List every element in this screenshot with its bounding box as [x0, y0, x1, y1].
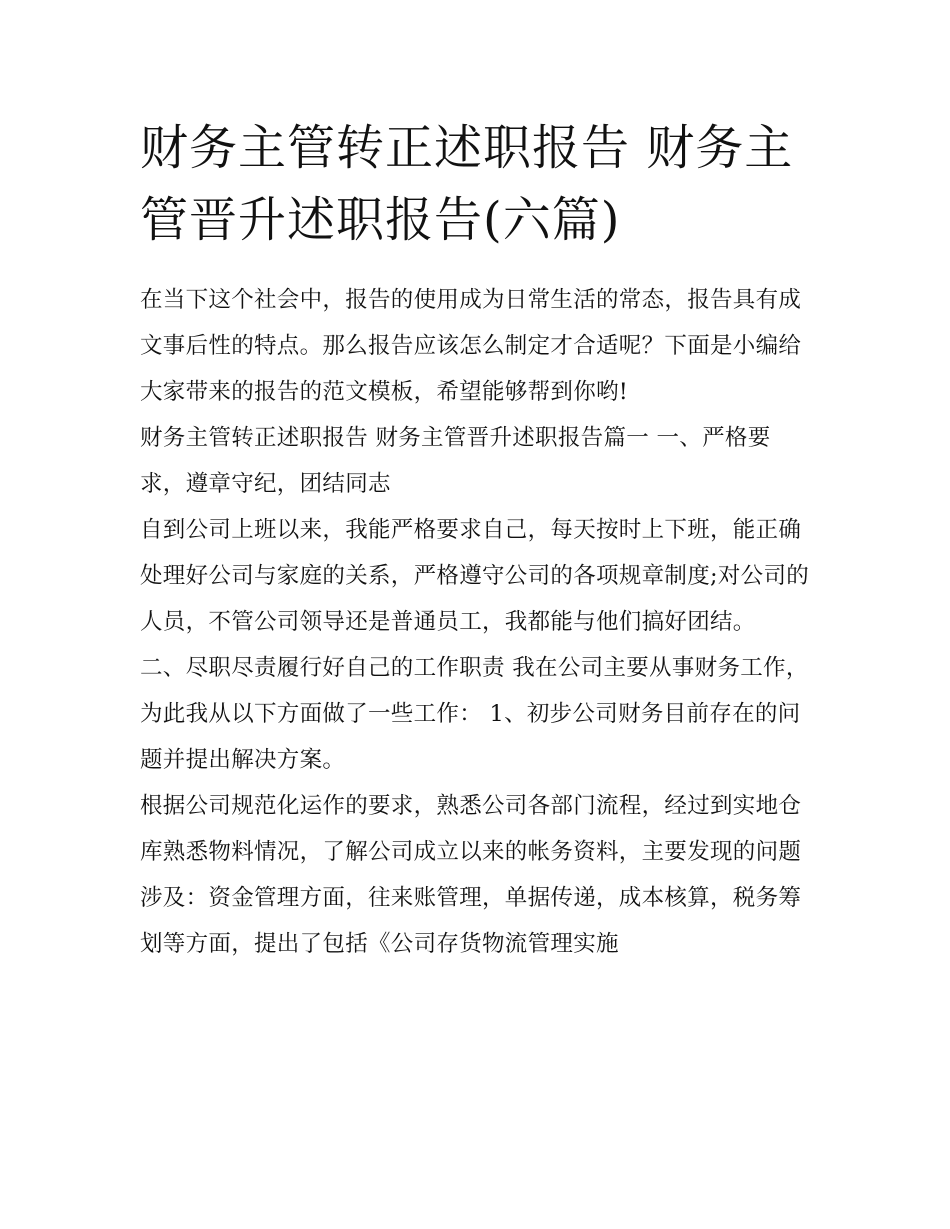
section-heading-paragraph: 二、尽职尽责履行好自己的工作职责 我在公司主要从事财务工作，为此我从以下方面做了一些工作： 1、初步公司财务目前存在的问题并提出解决方案。	[140, 655, 809, 773]
body-paragraph: 根据公司规范化运作的要求，熟悉公司各部门流程，经过到实地仓库熟悉物料情况，了解公司成立以来的帐务资料，主要发现的问题涉及：资金管理方面，往来账管理，单据传递，成本核算，税务筹划等方面，提出了包括《公司存货物流管理实施	[140, 793, 802, 957]
intro-paragraph: 在当下这个社会中，报告的使用成为日常生活的常态，报告具有成文事后性的特点。那么报告应该怎么制定才合适呢？下面是小编给大家带来的报告的范文模板，希望能够帮到你哟!	[140, 287, 802, 405]
body-paragraph: 自到公司上班以来，我能严格要求自己，每天按时上下班，能正确处理好公司与家庭的关系，严格遵守公司的各项规章制度;对公司的人员，不管公司领导还是普通员工，我都能与他们搞好团结。	[140, 517, 810, 635]
section-heading-paragraph: 财务主管转正述职报告 财务主管晋升述职报告篇一 一、严格要求，遵章守纪，团结同志	[140, 425, 771, 497]
document-title: 财务主管转正述职报告 财务主管晋升述职报告(六篇)	[140, 120, 794, 248]
document-body	[140, 277, 816, 967]
